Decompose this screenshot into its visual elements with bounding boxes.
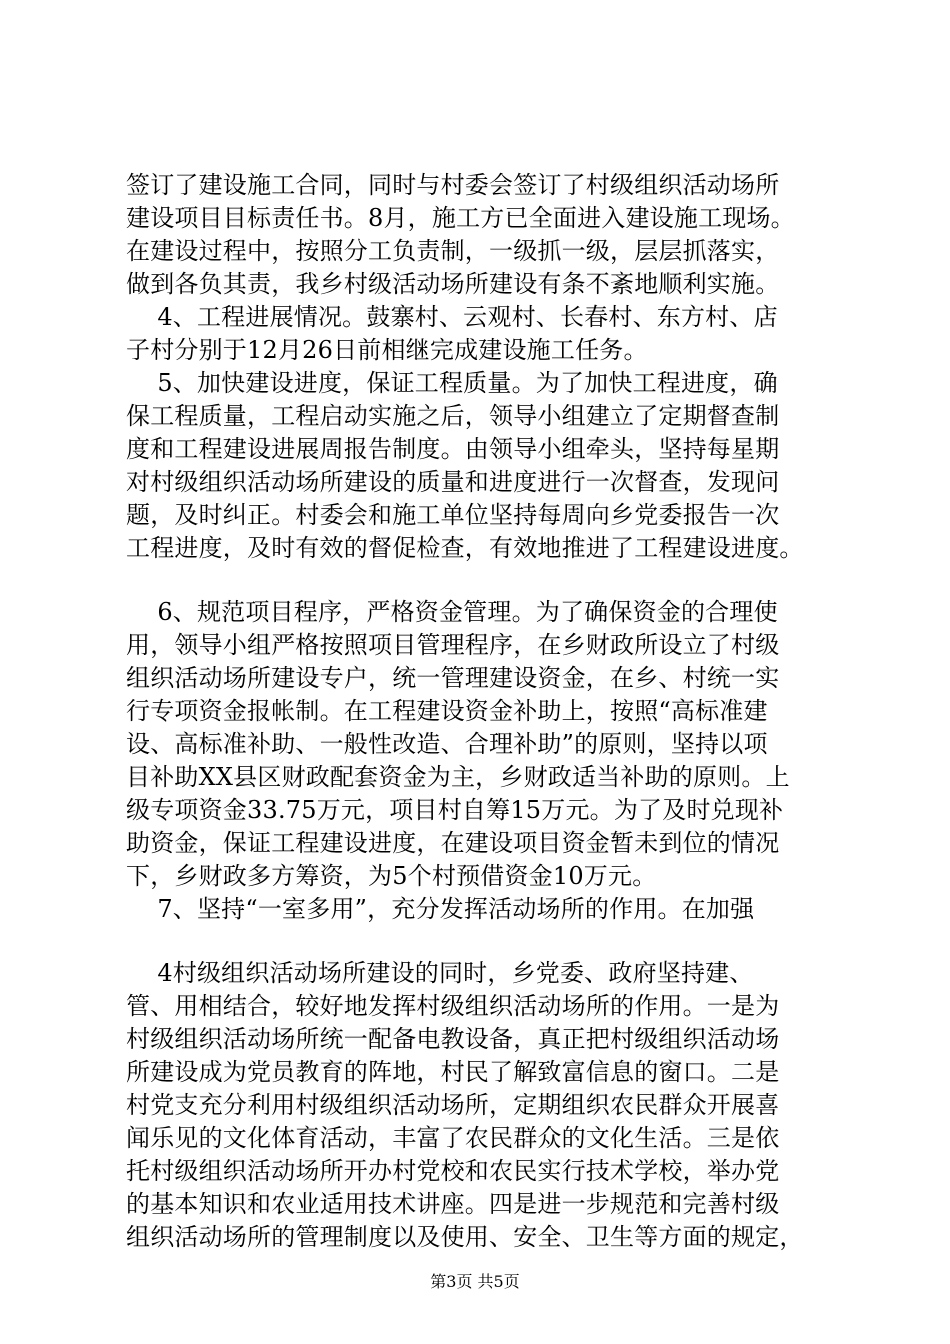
text-line: 保工程质量，工程启动实施之后，领导小组建立了定期督查制 [126, 402, 780, 430]
text-line: 组织活动场所的管理制度以及使用、安全、卫生等方面的规定， [126, 1223, 804, 1251]
text-line: 7、坚持“一室多用”，充分发挥活动场所的作用。在加强 [126, 895, 755, 923]
text-line: 目补助XX县区财政配套资金为主，乡财政适当补助的原则。上 [126, 763, 790, 791]
page-footer: 第3页 共5页 [430, 1272, 520, 1291]
text-line: 下，乡财政多方筹资，为5个村预借资金10万元。 [126, 862, 657, 890]
text-line: 题，及时纠正。村委会和施工单位坚持每周向乡党委报告一次 [126, 501, 780, 529]
text-line: 闻乐见的文化体育活动，丰富了农民群众的文化生活。三是依 [126, 1124, 780, 1152]
text-line: 4、工程进展情况。鼓寨村、云观村、长春村、东方村、店 [126, 303, 778, 331]
text-line: 级专项资金33.75万元，项目村自筹15万元。为了及时兑现补 [126, 796, 784, 824]
text-line: 助资金，保证工程建设进度，在建设项目资金暂未到位的情况 [126, 829, 780, 857]
text-line: 管、用相结合，较好地发挥村级组织活动场所的作用。一是为 [126, 992, 780, 1020]
text-line: 在建设过程中，按照分工负责制，一级抓一级，层层抓落实， [126, 237, 780, 265]
text-line: 行专项资金报帐制。在工程建设资金补助上，按照“高标准建 [126, 697, 768, 725]
text-line: 工程进度，及时有效的督促检查，有效地推进了工程建设进度。 [126, 534, 804, 562]
text-line: 村党支充分利用村级组织活动场所，定期组织农民群众开展喜 [126, 1091, 780, 1119]
text-line: 设、高标准补助、一般性改造、合理补助”的原则，坚持以项 [126, 730, 768, 758]
text-line: 对村级组织活动场所建设的质量和进度进行一次督查，发现问 [126, 468, 780, 496]
text-line: 建设项目目标责任书。8月，施工方已全面进入建设施工现场。 [126, 204, 795, 232]
text-line: 签订了建设施工合同，同时与村委会签订了村级组织活动场所 [126, 171, 780, 199]
text-line: 所建设成为党员教育的阵地，村民了解致富信息的窗口。二是 [126, 1058, 780, 1086]
text-line: 村级组织活动场所统一配备电教设备，真正把村级组织活动场 [126, 1025, 780, 1053]
text-line: 5、加快建设进度，保证工程质量。为了加快工程进度，确 [126, 369, 778, 397]
text-line: 6、规范项目程序，严格资金管理。为了确保资金的合理使 [126, 598, 778, 626]
text-line: 用，领导小组严格按照项目管理程序，在乡财政所设立了村级 [126, 631, 780, 659]
text-line: 托村级组织活动场所开办村党校和农民实行技术学校，举办党 [126, 1157, 780, 1185]
text-line: 4村级组织活动场所建设的同时，乡党委、政府坚持建、 [126, 959, 754, 987]
text-line: 做到各负其责，我乡村级活动场所建设有条不紊地顺利实施。 [126, 270, 780, 298]
text-line: 的基本知识和农业适用技术讲座。四是进一步规范和完善村级 [126, 1190, 780, 1218]
text-line: 组织活动场所建设专户，统一管理建设资金，在乡、村统一实 [126, 664, 780, 692]
text-line: 子村分别于12月26日前相继完成建设施工任务。 [126, 336, 648, 364]
text-line: 度和工程建设进展周报告制度。由领导小组牵头，坚持每星期 [126, 435, 780, 463]
